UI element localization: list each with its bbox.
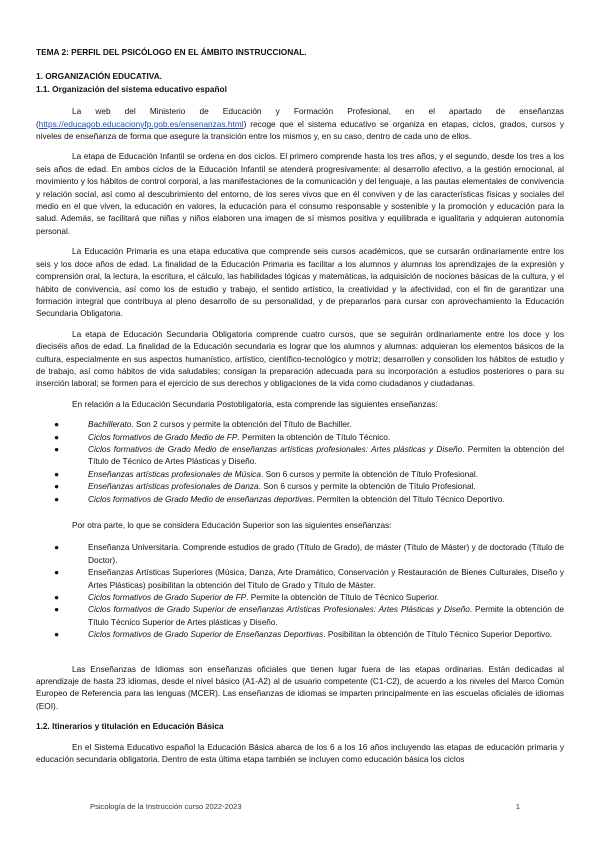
item-text: . Son 6 cursos y permite la obtención de Título Profesional. xyxy=(260,468,479,479)
page-footer xyxy=(90,802,520,811)
bullet-icon: ● xyxy=(54,419,60,430)
paragraph-infantil: La etapa de Educación Infantil se ordena en dos ciclos. El primero comprende hasta los tres años, y el segundo, desde los tres a los seis años de edad. En ambos ciclos de la Educación Infantil se atenderá progresivamente: al desarrollo afectivo, a la gestión emocional, al movimiento y los hábitos de control corporal, a las manifestaciones de la comunicación y del lenguaje, a las pautas elementales de convivencia y relación social, así como al descubrimiento del entorno, de los seres vivos que en él conviven y de las características físicas y sociales del medio en el que viven, la educación en valores, la educación para el consumo responsable y sostenible y la promoción y educación para la salud. Además, se facilitará que niñas y niños elaboren una imagen de sí mismos positiva y equilibrada e igualitaria y adquieran autonomía personal. xyxy=(36,151,564,236)
list-item xyxy=(36,541,564,566)
list-item xyxy=(36,443,564,468)
paragraph-text: La web del Ministerio de Educación y Formación Profesional, en el apartado de enseñanzas ( xyxy=(36,106,564,129)
paragraph-primaria: La Educación Primaria es una etapa educativa que comprende seis cursos académicos, que se cursarán ordinariamente entre los seis y los doce años de edad. La finalidad de la Educación Primaria es facilitar a los alumnos y alumnas los aprendizajes de la expresión y comprensión oral, la lectura, la escritura, el cálculo, las habilidades lógicas y matemáticas, la adquisición de nociones básicas de la cultura, y el hábito de convivencia, así como los de estudio y trabajo, el sentido artístico, la creatividad y la afectividad, con el fin de garantizar una formación integral que contribuya al pleno desarrollo de su personalidad, y de prepararlos para cursar con aprovechamiento la Educación Secundaria Obligatoria. xyxy=(36,246,564,319)
item-text: . Permite la obtención de Título de Técnico Superior. xyxy=(246,592,440,603)
item-text: . Posibilitan la obtención de Título Técnico Superior Deportivo. xyxy=(323,629,553,640)
paragraph-educacion-basica: En el Sistema Educativo español la Educación Básica abarca de los 6 a los 16 años incluyendo las etapas de educación primaria y educación secundaria obligatoria. Dentro de esta última etapa también se incluyen como educación básica los ciclos xyxy=(36,741,564,765)
item-italic: Bachillerato xyxy=(88,419,132,430)
item-text: . Son 6 cursos y permite la obtención de Título Profesional. xyxy=(258,481,476,492)
item-text: . Permiten la obtención de Título Técnico. xyxy=(237,431,391,442)
item-italic: Ciclos formativos de Grado Medio de FP xyxy=(88,431,238,442)
paragraph-eso: La etapa de Educación Secundaria Obligatoria comprende cuatro cursos, que se seguirán ordinariamente entre los doce y los dieciséis años de edad. La finalidad de la Educación secundaria es lograr que los alumnos y alumnas: adquieran los elementos básicos de la cultura, especialmente en sus aspectos humanístico, artístico, científico-tecnológico y motriz; desarrollen y consoliden los hábitos de estudio y de trabajo, así como hábitos de vida saludables; consigan la preparación adecuada para su incorporación a estudios posteriores o para su inserción laboral; se formen para el ejercicio de sus derechos y obligaciones de la vida como ciudadanos y ciudadanas. xyxy=(36,328,564,389)
item-italic: Enseñanzas artísticas profesionales de Danza xyxy=(88,481,259,492)
bullet-icon: ● xyxy=(54,604,60,615)
page-number: 1 xyxy=(515,802,520,811)
postobligatoria-list xyxy=(36,418,564,505)
bullet-icon: ● xyxy=(54,592,60,603)
paragraph-superior: Por otra parte, lo que se considera Educación Superior son las siguientes enseñanzas: xyxy=(72,520,392,530)
list-item xyxy=(36,603,564,628)
ministry-link[interactable]: https://educagob.educacionyfp.gob.es/ensenanzas.html xyxy=(38,118,244,129)
item-italic: Ciclos formativos de Grado Medio de enseñanzas deportivas xyxy=(88,493,313,504)
bullet-icon: ● xyxy=(54,629,60,640)
bullet-icon: ● xyxy=(54,468,60,479)
item-italic: Ciclos formativos de Grado Medio de enseñanzas artísticas profesionales: Artes plásticas y Diseño xyxy=(88,443,463,454)
paragraph-text: ) recoge que el sistema educativo se organiza en etapas, ciclos, grados, cursos y niveles de enseñanza de forma que asegure la transición entre los mismos y, en su caso, dentro de cada uno de ellos. xyxy=(36,118,564,142)
list-item xyxy=(36,431,564,443)
bullet-icon: ● xyxy=(54,493,60,504)
paragraph-postobligatoria: En relación a la Educación Secundaria Postobligatoria, esta comprende las siguientes enseñanzas: xyxy=(72,398,438,409)
superior-list xyxy=(36,541,564,640)
footer-text: Psicología de la Instrucción curso 2022-2023 xyxy=(90,802,242,811)
document-page xyxy=(36,46,564,766)
item-italic: Enseñanzas artísticas profesionales de Música xyxy=(88,468,261,479)
list-item xyxy=(36,480,564,492)
bullet-icon: ● xyxy=(54,542,60,553)
subsection-heading-1-2: 1.2. Itinerarios y titulación en Educación Básica xyxy=(36,721,224,732)
doc-title: TEMA 2: PERFIL DEL PSICÓLOGO EN EL ÁMBITO INSTRUCCIONAL. xyxy=(36,47,307,57)
item-text: . Permite la obtención de Título Técnico Superior de Artes plásticas y Diseño. xyxy=(88,604,565,627)
item-text: Enseñanzas Artísticas Superiores (Música, Danza, Arte Dramático, Conservación y Restauración de Bienes Culturales, Diseño y Artes Plásticas) posibilitan la obtención del Título de Grado y Título de Máster. xyxy=(88,567,564,590)
list-item xyxy=(36,628,564,640)
section-heading-1: 1. ORGANIZACIÓN EDUCATIVA. xyxy=(36,71,162,82)
bullet-icon: ● xyxy=(54,481,60,492)
item-italic: Ciclos formativos de Grado Superior de Enseñanzas Deportivas xyxy=(88,629,324,640)
list-item xyxy=(36,468,564,480)
paragraph-idiomas: Las Enseñanzas de Idiomas son enseñanzas oficiales que tienen lugar fuera de las etapas ordinarias. Están dedicadas al aprendizaje de hasta 23 idiomas, desde el nivel básico (A1-A2) al de usuario competente (C1-C2), de acuerdo a los niveles del Marco Común Europeo de Referencia para las lenguas (MCER). Las enseñanzas de idiomas se imparten principalmente en las escuelas oficiales de idiomas (EOI). xyxy=(36,663,564,711)
subsection-heading-1-1: 1.1. Organización del sistema educativo español xyxy=(36,83,227,94)
bullet-icon: ● xyxy=(54,567,60,578)
item-italic: Ciclos formativos de Grado Superior de FP xyxy=(88,592,247,603)
item-text: . Permiten la obtención del Título Técnico Deportivo. xyxy=(312,493,505,504)
bullet-icon: ● xyxy=(54,443,60,454)
list-item xyxy=(36,591,564,603)
item-text: . Permiten la obtención del Título de Técnico de Artes Plásticas y Diseño. xyxy=(88,443,564,467)
item-text: Enseñanza Universitaria. Comprende estudios de grado (Título de Grado), de máster (Título de Máster) y de doctorado (Título de Doctor). xyxy=(88,542,564,565)
bullet-icon: ● xyxy=(54,431,60,442)
list-item xyxy=(36,418,564,430)
item-text: . Son 2 cursos y permite la obtención del Título de Bachiller. xyxy=(131,419,352,430)
list-item xyxy=(36,493,564,505)
paragraph-ministry xyxy=(36,105,564,142)
item-italic: Ciclos formativos de Grado Superior de enseñanzas Artísticas Profesionales: Artes Plásticas y Diseño xyxy=(88,604,470,615)
list-item xyxy=(36,566,564,591)
